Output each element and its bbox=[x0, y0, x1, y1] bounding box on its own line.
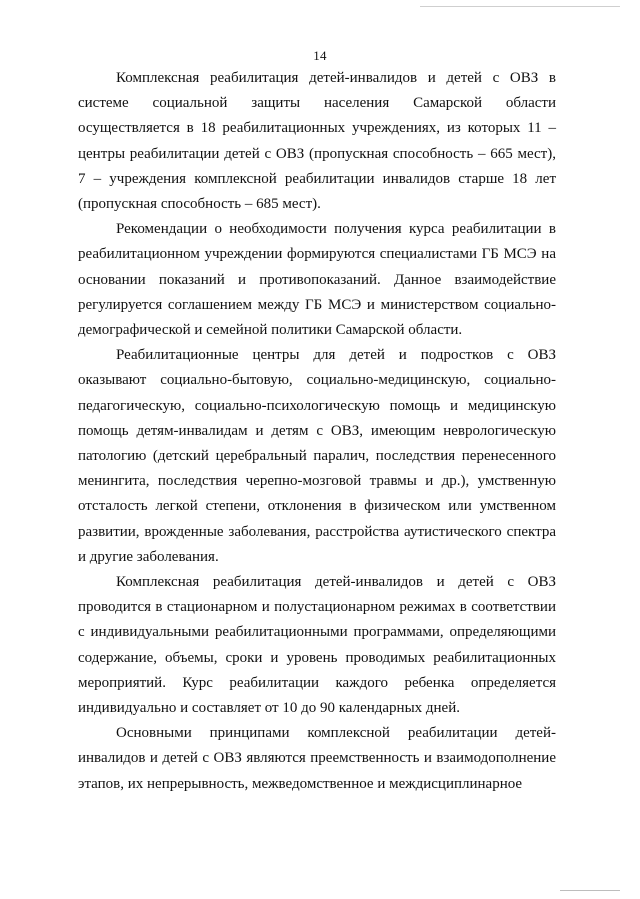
page-number: 14 bbox=[313, 48, 327, 63]
paragraph-rehab-centers-services: Реабилитационные центры для детей и подростков с ОВЗ оказывают социально-бытовую, социально-медицинскую, социально-педагогическую, социально-психологическую помощь и медицинскую помощь детям-инвалидам и детям с ОВЗ, имеющим неврологическую патологию (детский церебральный паралич, последствия перенесенного менингита, последствия черепно-мозговой травмы и др.), умственную отсталость легкой степени, отклонения в физическом или умственном развитии, врожденные заболевания, расстройства аутистического спектра и другие заболевания. bbox=[78, 347, 556, 565]
paragraph-rehab-institutions: Комплексная реабилитация детей-инвалидов и детей с ОВЗ в системе социальной защиты населения Самарской области осуществляется в 18 реабилитационных учреждениях, из которых 11 – центры реабилитации детей с ОВЗ (пропускная способность – 665 мест), 7 – учреждения комплексной реабилитации инвалидов старше 18 лет (пропускная способность – 685 мест). bbox=[78, 70, 556, 213]
page-body bbox=[78, 66, 556, 797]
scan-artifact-bottom bbox=[560, 890, 620, 891]
paragraph-rehab-modes: Комплексная реабилитация детей-инвалидов и детей с ОВЗ проводится в стационарном и полустационарном режимах в соответствии с индивидуальными реабилитационными программами, определяющими содержание, объемы, сроки и уровень проводимых реабилитационных мероприятий. Курс реабилитации каждого ребенка определяется индивидуально и составляет от 10 до 90 календарных дней. bbox=[78, 574, 556, 717]
paragraph-rehab-principles: Основными принципами комплексной реабилитации детей-инвалидов и детей с ОВЗ являются преемственность и взаимодополнение этапов, их непрерывность, межведомственное и междисциплинарное bbox=[78, 725, 556, 792]
scan-artifact-top bbox=[420, 6, 620, 7]
paragraph-rehab-recommendations: Рекомендации о необходимости получения курса реабилитации в реабилитационном учреждении формируются специалистами ГБ МСЭ на основании показаний и противопоказаний. Данное взаимодействие регулируется соглашением между ГБ МСЭ и министерством социально-демографической и семейной политики Самарской области. bbox=[78, 221, 556, 339]
